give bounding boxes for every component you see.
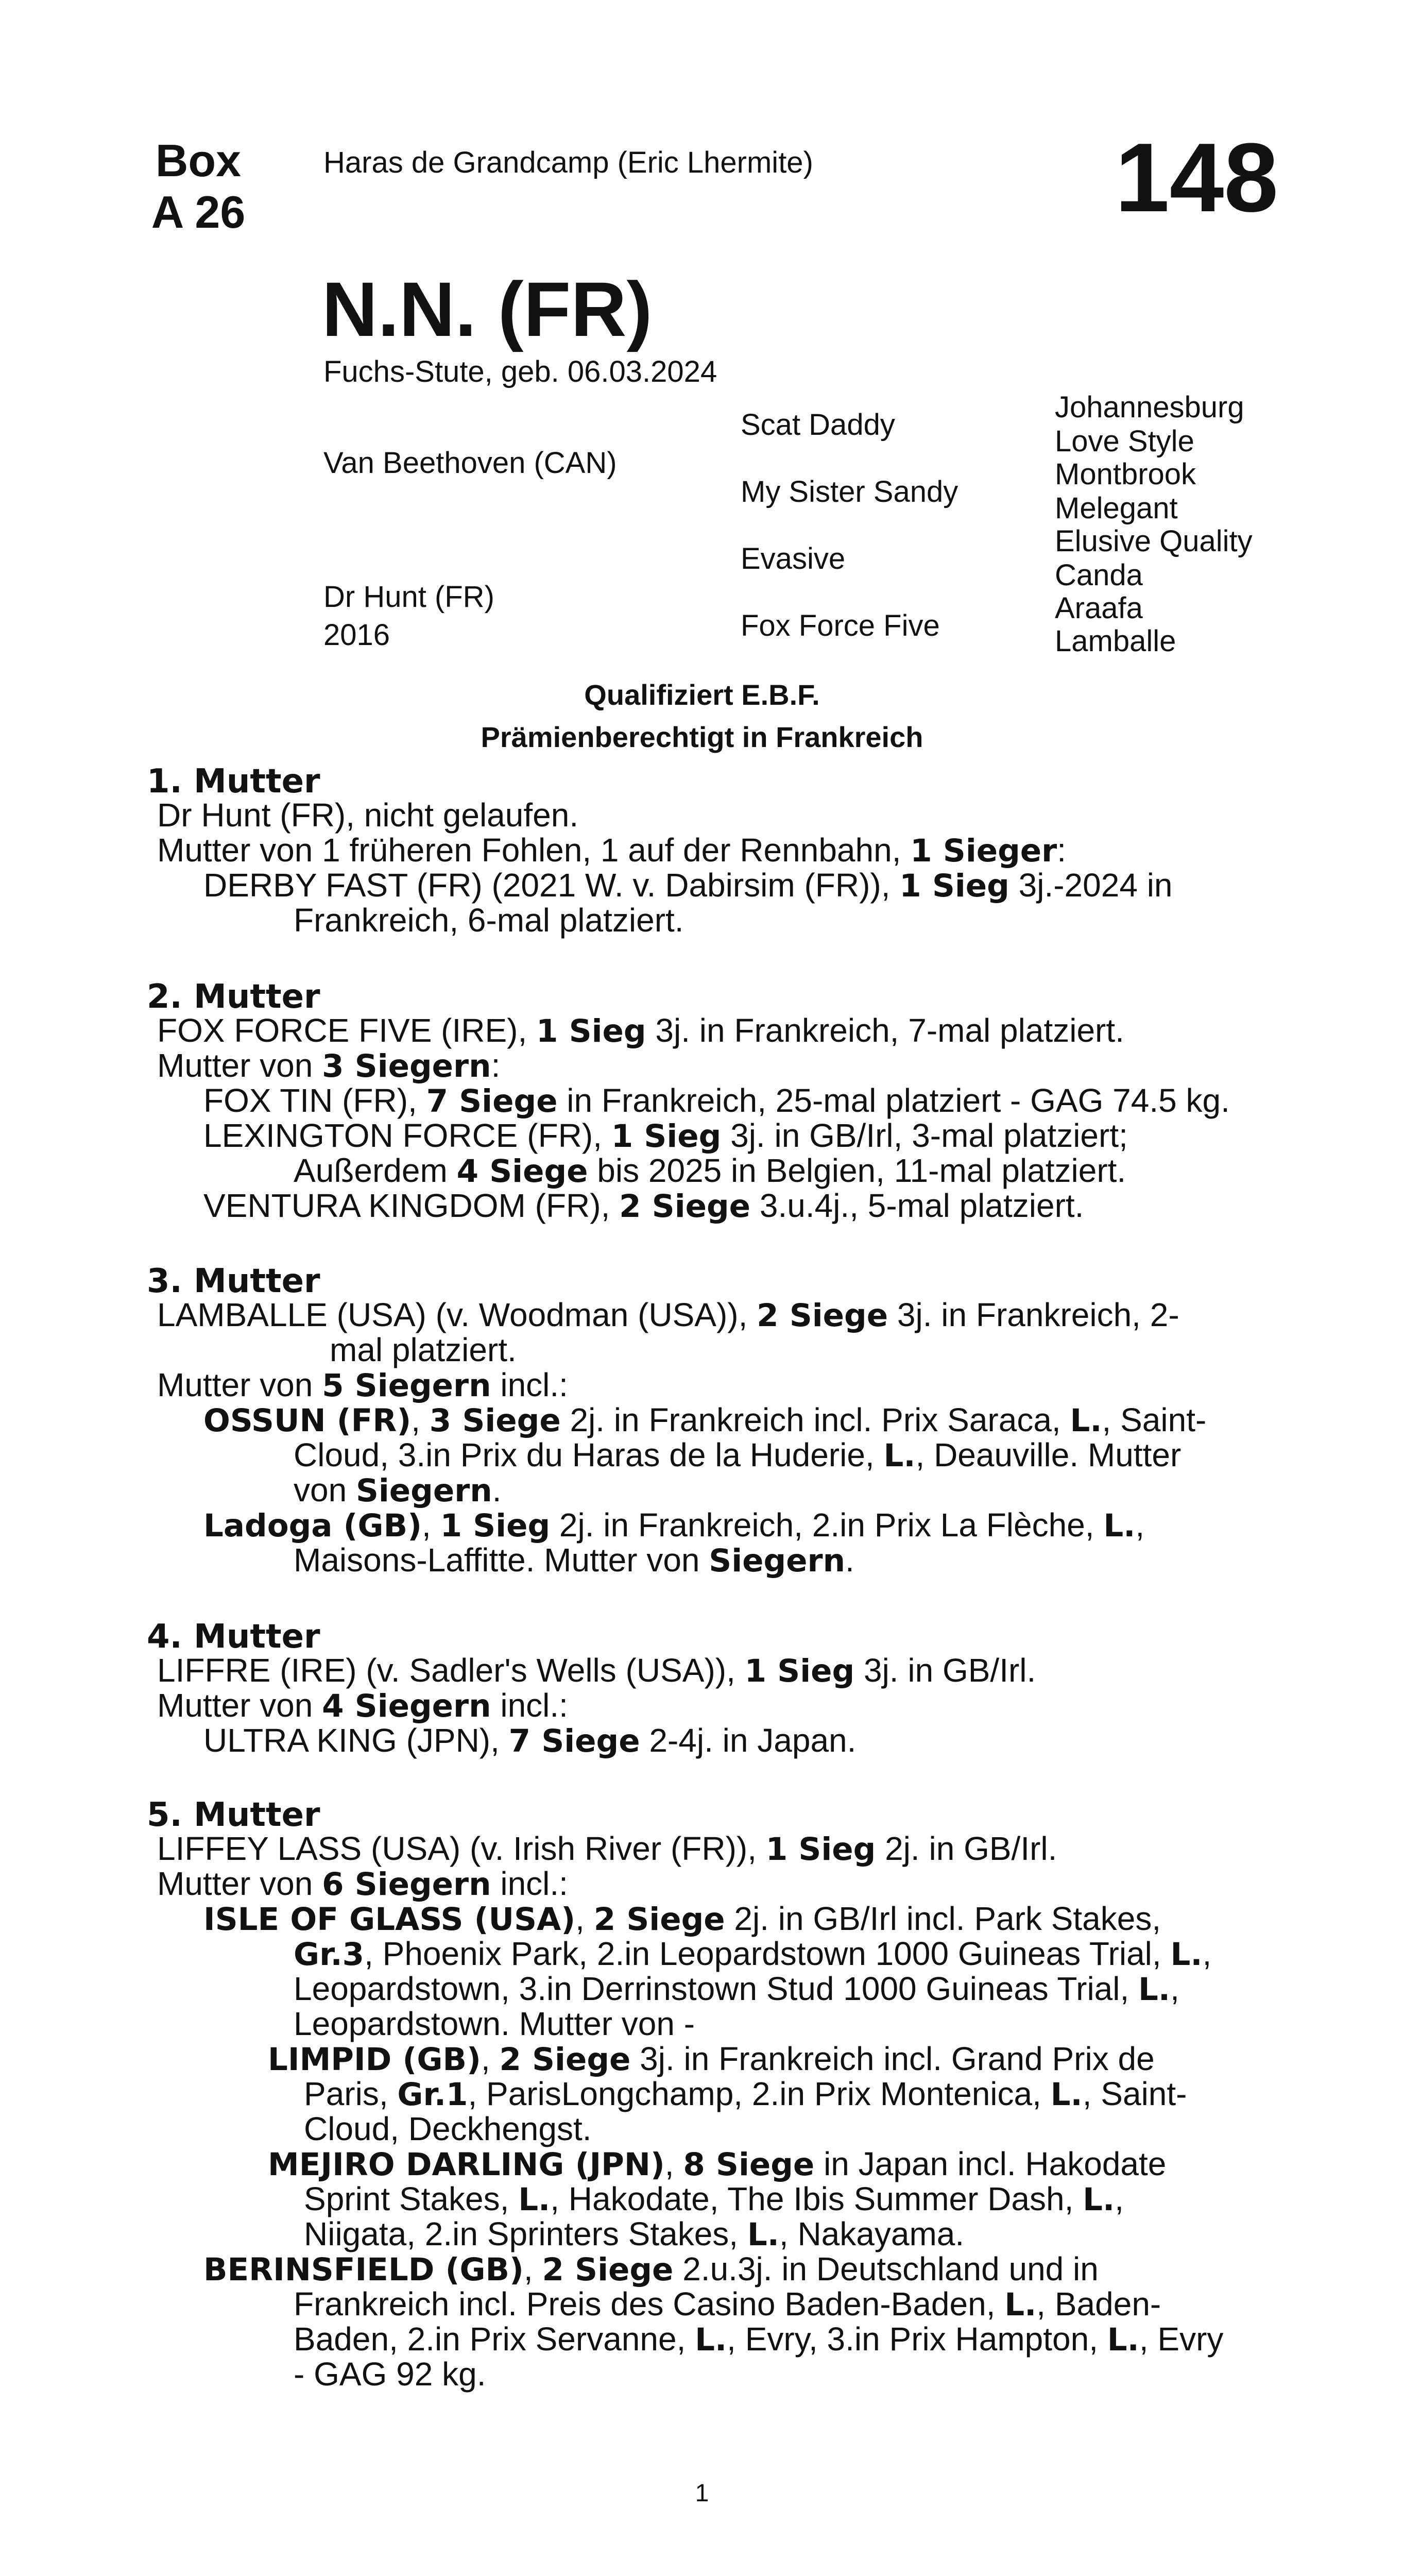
section-line [157, 1653, 1036, 1689]
bold-text: L. [1107, 2321, 1139, 2358]
text: FOX FORCE FIVE (IRE), [157, 1012, 537, 1049]
qualification-premium: Prämienberechtigt in Frankreich [481, 721, 923, 753]
section-line [203, 868, 1173, 904]
text: incl.: [491, 1366, 568, 1403]
text: , Nakayama. [779, 2215, 965, 2252]
text: ULTRA KING (JPN), [203, 1722, 509, 1759]
text: LEXINGTON FORCE (FR), [203, 1117, 611, 1154]
bold-text: LIMPID (GB) [268, 2041, 481, 2078]
bold-text: 1 Sieg [611, 1118, 722, 1155]
section-line [268, 2146, 1166, 2182]
bold-text: Ladoga (GB) [203, 1507, 422, 1544]
section-line [203, 1083, 1230, 1119]
pedigree-gen3-item: Araafa [1055, 591, 1143, 625]
text: 3j. in Frankreich, 7-mal platziert. [646, 1012, 1124, 1049]
text: 3j. in Frankreich incl. Grand Prix de [630, 2040, 1155, 2077]
bold-text: L. [883, 1437, 916, 1474]
section-line [294, 1437, 1181, 1473]
text: , Phoenix Park, 2.in Leopardstown 1000 Guineas Trial, [364, 1935, 1171, 1972]
section-line [203, 1118, 1128, 1154]
bold-text: 1 Sieg [899, 868, 1009, 904]
bold-text: 1 Sieg [765, 1831, 876, 1868]
bold-text: L. [1170, 1936, 1203, 1973]
bold-text: 2 Siege [619, 1188, 751, 1225]
section-line [203, 1901, 1161, 1937]
section-title: 3. Mutter [147, 1262, 320, 1300]
bold-text: 2 Siege [499, 2041, 631, 2078]
text: Außerdem [294, 1152, 457, 1189]
text: von [294, 1471, 356, 1509]
section-line [157, 1866, 568, 1902]
section-line [203, 2251, 1099, 2287]
section-line [203, 1507, 1144, 1544]
section-line [268, 2041, 1155, 2077]
bold-text: 3 Siege [429, 1402, 561, 1439]
text: LIFFEY LASS (USA) (v. Irish River (FR)), [157, 1830, 766, 1867]
bold-text: 7 Siege [426, 1083, 558, 1120]
text: 3j. in GB/Irl. [854, 1652, 1036, 1689]
text: 3j. in Frankreich, 2- [888, 1296, 1179, 1333]
section-line [294, 1153, 1126, 1189]
text: Cloud, 3.in Prix du Haras de la Huderie, [294, 1436, 884, 1473]
text: : [1057, 832, 1067, 869]
section-line [294, 1971, 1179, 2007]
pedigree-dam: Dr Hunt (FR) [323, 580, 494, 614]
pedigree-gen3-item: Lamballe [1055, 624, 1176, 658]
text: 2j. in Frankreich incl. Prix Saraca, [560, 1401, 1070, 1438]
section-title: 4. Mutter [147, 1618, 320, 1656]
page-number: 1 [695, 2480, 709, 2507]
section-line [157, 1297, 1179, 1333]
text: in Frankreich, 25-mal platziert - GAG 74.5 kg. [557, 1082, 1230, 1119]
text: , [411, 1401, 430, 1438]
section-line [304, 2076, 1187, 2112]
bold-text: Siegern [355, 1472, 492, 1509]
bold-text: OSSUN (FR) [203, 1402, 412, 1439]
text: : [491, 1047, 501, 1084]
section-title: 1. Mutter [147, 762, 320, 801]
bold-text: L. [1083, 2181, 1115, 2218]
text: 2j. in GB/Irl incl. Park Stakes, [725, 1900, 1161, 1937]
bold-text: 4 Siegern [322, 1688, 491, 1724]
section-line [157, 1048, 500, 1084]
section-title: 2. Mutter [147, 978, 320, 1016]
section-line [330, 1332, 517, 1367]
pedigree-gen3-item: Elusive Quality [1055, 524, 1253, 558]
section-title: 5. Mutter [147, 1796, 320, 1834]
text: , Saint- [1102, 1401, 1207, 1438]
section-line [294, 903, 684, 938]
text: , Hakodate, The Ibis Summer Dash, [550, 2180, 1083, 2217]
pedigree-gen3-item: Love Style [1055, 425, 1194, 458]
text: , Evry [1139, 2320, 1224, 2358]
text: mal platziert. [330, 1331, 517, 1368]
text: , [1135, 1506, 1145, 1544]
text: in Japan incl. Hakodate [814, 2145, 1167, 2182]
bold-text: L. [518, 2181, 551, 2218]
bold-text: 2 Siege [757, 1297, 888, 1334]
text: Leopardstown, 3.in Derrinstown Stud 1000 Guineas Trial, [294, 1970, 1139, 2007]
bold-text: Gr.3 [294, 1936, 365, 1973]
bold-text: ISLE OF GLASS (USA) [203, 1901, 576, 1938]
bold-text: 6 Siegern [322, 1866, 491, 1903]
text: , [1202, 1935, 1212, 1972]
pedigree-gen3-item: Montbrook [1055, 457, 1196, 491]
section-line [157, 1831, 1057, 1867]
text: , Deauville. Mutter [915, 1436, 1182, 1473]
bold-text: Gr.1 [397, 2076, 468, 2113]
consignor: Haras de Grandcamp (Eric Lhermite) [323, 146, 813, 179]
text: 3j. in GB/Irl, 3-mal platziert; [721, 1117, 1128, 1154]
text: LAMBALLE (USA) (v. Woodman (USA)), [157, 1296, 757, 1333]
text: 2j. in Frankreich, 2.in Prix La Flèche, [550, 1506, 1104, 1544]
bold-text: 1 Sieg [440, 1507, 551, 1544]
pedigree-sire: Van Beethoven (CAN) [323, 446, 617, 480]
pedigree-gen2-item: My Sister Sandy [741, 475, 958, 509]
bold-text: 1 Sieg [744, 1653, 855, 1689]
section-line [294, 1936, 1211, 1972]
text: FOX TIN (FR), [203, 1082, 426, 1119]
bold-text: BERINSFIELD (GB) [203, 2251, 524, 2288]
bold-text: MEJIRO DARLING (JPN) [268, 2146, 665, 2183]
section-line [304, 2181, 1124, 2217]
bold-text: Siegern [709, 1543, 846, 1579]
lot-number: 148 [1115, 123, 1279, 232]
text: , ParisLongchamp, 2.in Prix Montenica, [468, 2075, 1051, 2112]
section-line [304, 2216, 964, 2252]
section-line [294, 2286, 1161, 2323]
bold-text: L. [1050, 2076, 1083, 2113]
text: 2-4j. in Japan. [640, 1722, 857, 1759]
text: Mutter von [157, 1366, 322, 1403]
text: , Evry, 3.in Prix Hampton, [727, 2320, 1107, 2358]
section-line [294, 2321, 1223, 2358]
section-line [157, 798, 578, 833]
bold-text: L. [1103, 1507, 1136, 1544]
text: , Baden- [1036, 2285, 1161, 2323]
box-label [139, 135, 258, 238]
text: , [1115, 2180, 1124, 2217]
bold-text: 1 Sieger [910, 833, 1057, 869]
text: bis 2025 in Belgien, 11-mal platziert. [588, 1152, 1126, 1189]
bold-text: 5 Siegern [322, 1367, 491, 1404]
text: Baden, 2.in Prix Servanne, [294, 2320, 695, 2358]
text: 2j. in GB/Irl. [876, 1830, 1057, 1867]
text: Frankreich, 6-mal platziert. [294, 902, 684, 939]
text: incl.: [491, 1687, 568, 1724]
horse-name: N.N. (FR) [322, 266, 653, 352]
text: , [1170, 1970, 1179, 2007]
horse-description: Fuchs-Stute, geb. 06.03.2024 [323, 355, 717, 388]
text: - GAG 92 kg. [294, 2355, 486, 2393]
section-line [294, 2357, 486, 2392]
section-line [157, 1367, 568, 1403]
box-number: A 26 [151, 187, 246, 238]
text: Sprint Stakes, [304, 2180, 519, 2217]
bold-text: 1 Sieg [536, 1013, 646, 1049]
bold-text: L. [1138, 1971, 1171, 2008]
text: . [845, 1541, 854, 1579]
bold-text: L. [695, 2321, 727, 2358]
section-line [294, 1472, 502, 1509]
pedigree-gen2-item: Fox Force Five [741, 609, 940, 642]
section-line [294, 2006, 695, 2041]
section-line [203, 1402, 1206, 1438]
section-line [157, 833, 1066, 869]
section-line [203, 1723, 856, 1759]
pedigree-gen3-item: Melegant [1055, 492, 1178, 525]
text: , [422, 1506, 440, 1544]
bold-text: L. [1004, 2286, 1037, 2323]
text: Mutter von [157, 1047, 322, 1084]
text: incl.: [491, 1865, 568, 1902]
text: Mutter von [157, 1865, 322, 1902]
text: , Saint- [1082, 2075, 1187, 2112]
text: Cloud, Deckhengst. [304, 2110, 592, 2147]
text: Mutter von [157, 1687, 322, 1724]
text: 2.u.3j. in Deutschland und in [673, 2250, 1099, 2287]
pedigree-gen3-item: Johannesburg [1055, 391, 1244, 424]
bold-text: 3 Siegern [322, 1048, 491, 1084]
pedigree-dam-year: 2016 [323, 618, 390, 652]
text: Leopardstown. Mutter von - [294, 2005, 695, 2042]
text: . [492, 1471, 502, 1509]
text: Niigata, 2.in Sprinters Stakes, [304, 2215, 747, 2252]
bold-text: 7 Siege [508, 1723, 640, 1759]
text: 3j.-2024 in [1009, 867, 1173, 904]
section-line [157, 1688, 568, 1724]
text: Dr Hunt (FR), nicht gelaufen. [157, 796, 579, 834]
section-line [157, 1013, 1124, 1049]
pedigree-gen2-item: Evasive [741, 542, 846, 575]
section-line [304, 2111, 592, 2146]
bold-text: 2 Siege [593, 1901, 725, 1938]
bold-text: 2 Siege [542, 2251, 674, 2288]
bold-text: L. [747, 2216, 779, 2253]
text: DERBY FAST (FR) (2021 W. v. Dabirsim (FR)), [203, 867, 900, 904]
text: LIFFRE (IRE) (v. Sadler's Wells (USA)), [157, 1652, 745, 1689]
qualification-ebf: Qualifiziert E.B.F. [584, 679, 820, 711]
bold-text: L. [1070, 1402, 1102, 1439]
text: Mutter von 1 früheren Fohlen, 1 auf der Rennbahn, [157, 832, 911, 869]
text: 3.u.4j., 5-mal platziert. [750, 1187, 1084, 1224]
pedigree-gen3-item: Canda [1055, 558, 1143, 592]
text: , [481, 2040, 500, 2077]
text: VENTURA KINGDOM (FR), [203, 1187, 620, 1224]
text: , [664, 2145, 683, 2182]
section-line [203, 1188, 1084, 1224]
text: Maisons-Laffitte. Mutter von [294, 1541, 709, 1579]
text: Frankreich incl. Preis des Casino Baden-Baden, [294, 2285, 1005, 2323]
bold-text: 4 Siege [456, 1153, 588, 1190]
section-line [294, 1543, 854, 1579]
box-label-line1: Box [155, 135, 242, 186]
text: , [575, 1900, 594, 1937]
text: Paris, [304, 2075, 398, 2112]
bold-text: 8 Siege [683, 2146, 815, 2183]
pedigree-gen2-item: Scat Daddy [741, 408, 895, 442]
text: , [523, 2250, 542, 2287]
